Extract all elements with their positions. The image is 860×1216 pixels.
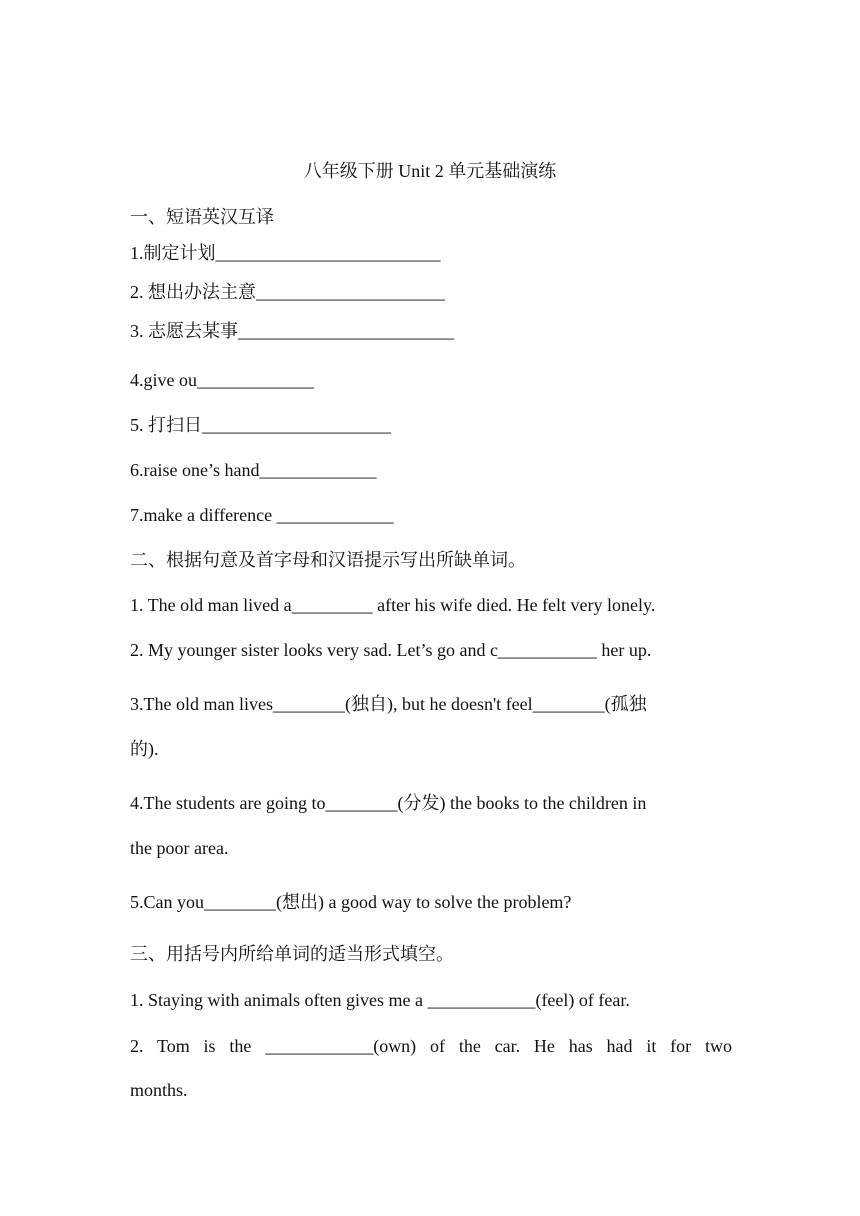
section2-line: 的). bbox=[130, 739, 159, 759]
section2-line: 4.The students are going to________(分发) the books to the children in bbox=[130, 793, 647, 813]
section1-item: 6.raise one’s hand_____________ bbox=[130, 460, 377, 480]
section2-line: the poor area. bbox=[130, 838, 229, 858]
section1-item: 4.give ou_____________ bbox=[130, 370, 314, 390]
section3-line: 1. Staying with animals often gives me a ____________(feel) of fear. bbox=[130, 990, 630, 1010]
section1-item: 5. 打扫日_____________________ bbox=[130, 415, 391, 435]
section1-item: 3. 志愿去某事________________________ bbox=[130, 321, 454, 341]
section3-line: months. bbox=[130, 1080, 188, 1100]
page-title: 八年级下册 Unit 2 单元基础演练 bbox=[303, 161, 557, 181]
section1-item: 2. 想出办法主意_____________________ bbox=[130, 282, 445, 302]
section1-item: 1.制定计划_________________________ bbox=[130, 243, 441, 263]
section2-line: 3.The old man lives________(独自), but he doesn't feel________(孤独 bbox=[130, 694, 647, 714]
section3-line: 2. Tom is the ____________(own) of the car. He has had it for two bbox=[130, 1036, 732, 1056]
section2-line: 1. The old man lived a_________ after his wife died. He felt very lonely. bbox=[130, 595, 656, 615]
section2-line: 5.Can you________(想出) a good way to solve the problem? bbox=[130, 892, 572, 912]
section2-line: 2. My younger sister looks very sad. Let’s go and c___________ her up. bbox=[130, 640, 652, 660]
section2-heading: 二、根据句意及首字母和汉语提示写出所缺单词。 bbox=[130, 550, 526, 570]
section1-item: 7.make a difference _____________ bbox=[130, 505, 394, 525]
section3-heading: 三、用括号内所给单词的适当形式填空。 bbox=[130, 944, 454, 964]
section1-heading: 一、短语英汉互译 bbox=[130, 207, 274, 227]
